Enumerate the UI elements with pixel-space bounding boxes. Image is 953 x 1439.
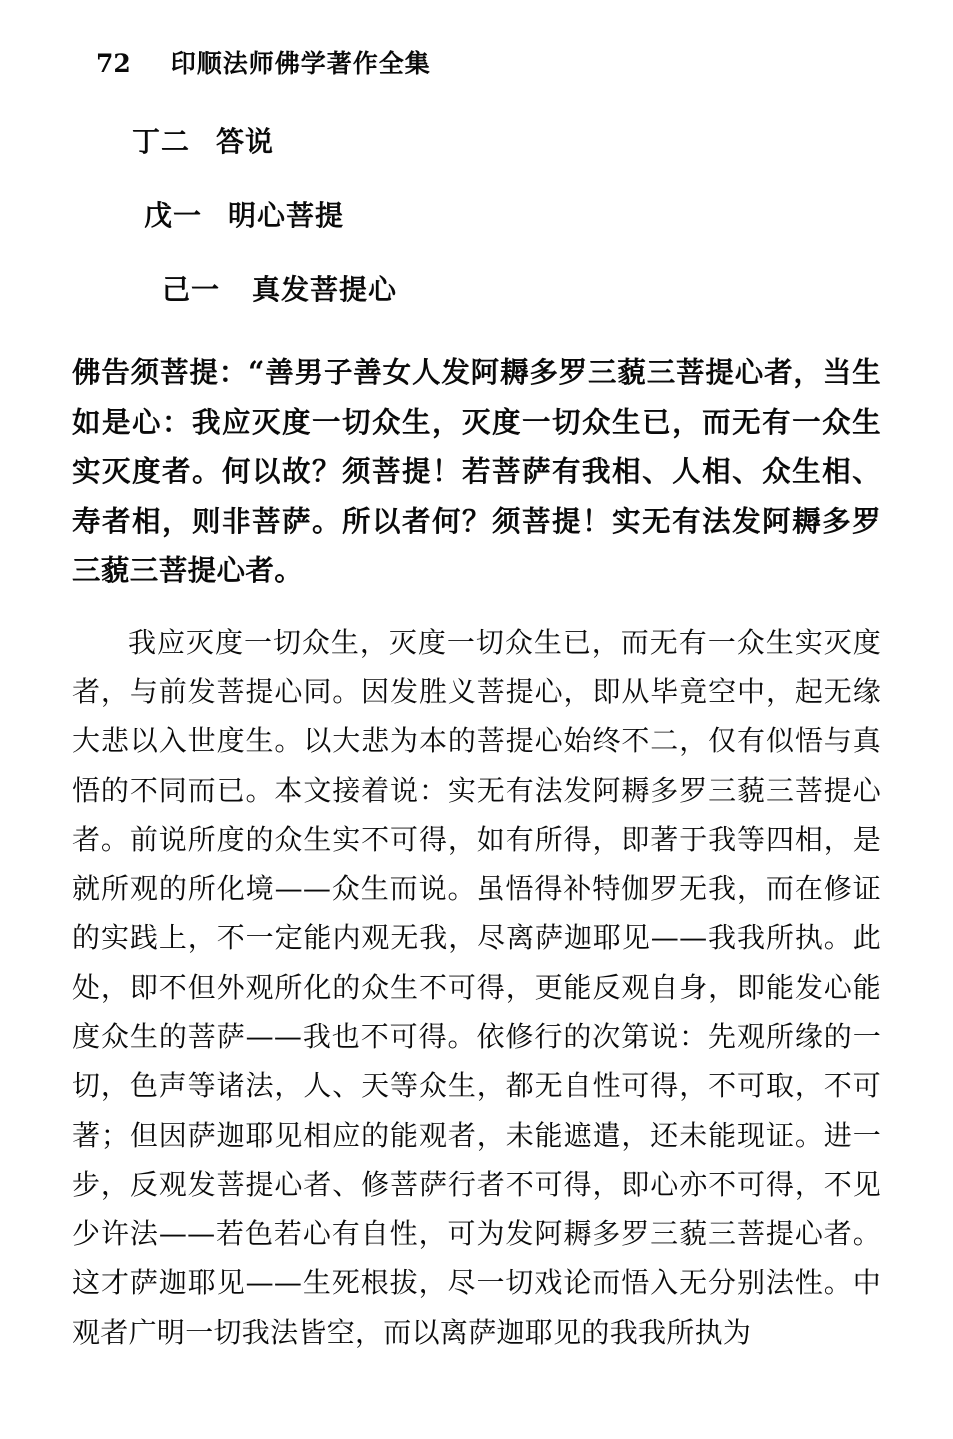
heading-level-1 [72,120,881,160]
heading-level-1-number: 丁二 [132,125,191,158]
heading-level-2-number: 戊一 [144,199,203,232]
heading-level-3 [72,268,881,308]
heading-level-3-label: 真发菩提心 [252,273,398,306]
heading-level-2 [72,194,881,234]
heading-level-2-label: 明心菩提 [228,199,345,232]
book-title: 印顺法师佛学著作全集 [170,49,431,78]
page-number: 72 [96,49,131,78]
sutra-quote-paragraph: 佛告须菩提：“善男子善女人发阿耨多罗三藐三菩提心者，当生如是心：我应灭度一切众生，灭度一切众生已，而无有一众生实灭度者。何以故？须菩提！若菩萨有我相、人相、众生相、寿者相，则非菩萨。所以者何？须菩提！实无有法发阿耨多罗三藐三菩提心者。 [72,355,881,588]
commentary-paragraph: 我应灭度一切众生，灭度一切众生已，而无有一众生实灭度者，与前发菩提心同。因发胜义菩提心，即从毕竟空中，起无缘大悲以入世度生。以大悲为本的菩提心始终不二，仅有似悟与真悟的不同而已。本文接着说：实无有法发阿耨多罗三藐三菩提心者。前说所度的众生实不可得，如有所得，即著于我等四相，是就所观的所化境——众生而说。虽悟得补特伽罗无我，而在修证的实践上，不一定能内观无我，尽离萨迦耶见——我我所执。此处，即不但外观所化的众生不可得，更能反观自身，即能发心能度众生的菩萨——我也不可得。依修行的次第说：先观所缘的一切，色声等诸法，人、天等众生，都无自性可得，不可取，不可著；但因萨迦耶见相应的能观者，未能遮遣，还未能现证。进一步，反观发菩提心者、修菩萨行者不可得，即心亦不可得，不见少许法——若色若心有自性，可为发阿耨多罗三藐三菩提心者。这才萨迦耶见——生死根拔，尽一切戏论而悟入无分别法性。中观者广明一切我法皆空，而以离萨迦耶见的我我所执为 [72,625,881,1349]
running-head [72,44,881,80]
heading-level-3-number: 己一 [162,273,221,306]
heading-level-1-label: 答说 [216,125,275,158]
